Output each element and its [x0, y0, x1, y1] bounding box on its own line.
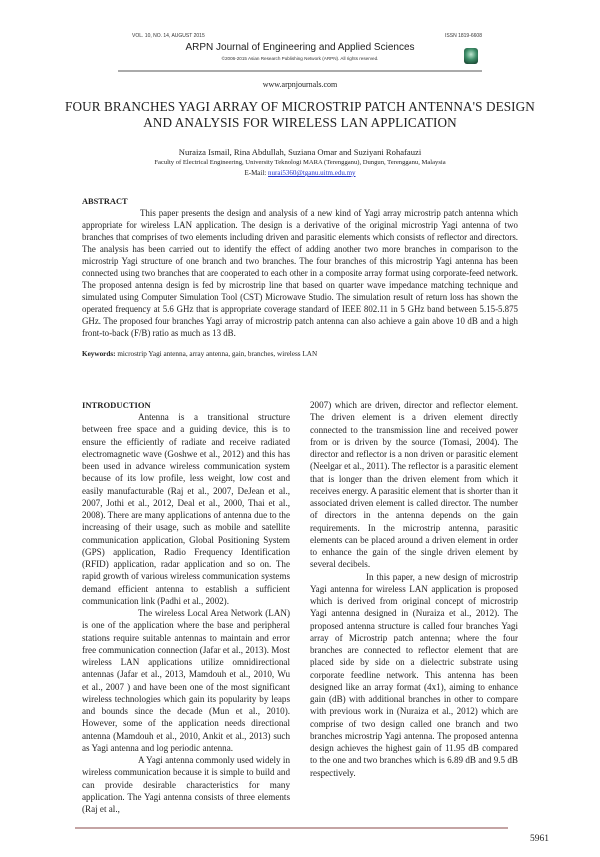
volume-info: VOL. 10, NO. 14, AUGUST 2015 [132, 33, 205, 39]
email-line [0, 168, 600, 178]
page-footer [75, 827, 555, 857]
paragraph: In this paper, a new design of microstrip Yagi antenna for wireless LAN application is proposed which is derived from original concept of microstrip Yagi antenna designed in (Nuraiza et al., 2012). The proposed antenna structure is called four branches Yagi array of Microstrip patch antenna; where the four branches are connected to reflector element that are placed side by side on a dielectric substrate using corporate feedline network. This antenna has been designed like an array format (4x1), aiming to enhance gain (dB) with additional branches in other to compare with previous work in (Nuraiza et al., 2012) which are comprise of two design called one branch and two branches microstrip Yagi antenna. The proposed antenna design achieves the highest gain of 11.95 dB compared to the one and two branches which is 6.89 dB and 9.5 dB respectively. [310, 571, 518, 778]
footer-divider [75, 827, 508, 829]
copyright: ©2006-2015 Asian Research Publishing Network (ARPN). All rights reserved. [221, 56, 379, 61]
keywords-label: Keywords: [82, 350, 116, 358]
header-divider [118, 70, 482, 72]
paragraph: 2007) which are driven, director and reflector element. The driven element is a driven element directly connected to the transmission line and received power from or is driven by the source (Tomasi, 2004). The director and reflector is a non driven or parasitic element (Neelgar et al., 2011). The reflector is a parasitic element that is longer than the driven element from which it receives energy. A parasitic element that is shorter than it associated driven element is called director. The number of directors in the antenna depends on the gain requirements. In the microstrip antenna, parasitic elements can be placed around a driven element in order to enhance the gain of the single driven element by several decibels. [310, 400, 518, 570]
body-columns [82, 399, 518, 815]
abstract-heading: ABSTRACT [82, 197, 128, 206]
paper-title: FOUR BRANCHES YAGI ARRAY OF MICROSTRIP PATCH ANTENNA'S DESIGN AND ANALYSIS FOR WIRELESS LAN APPLICATION [65, 99, 535, 130]
journal-logo-icon [464, 48, 478, 64]
right-column [310, 399, 518, 779]
paragraph: Antenna is a transitional structure between free space and a guiding device, this is to ensure the efficiently of radiate and receive radiated electromagnetic wave (Goshwe et al., 2012) and this has been used in advance wireless communication system because of its low profile, less weight, low cost and easily manufacturable (Raj et al., 2007, DeJean et al., 2007, Jothi et al., 2012, Deal et al., 2000, Thai et al., 2008). There are many applications of antenna due to the increasing of their usage, such as mobile and satellite communication application, Global Positioning System (GPS) application, Radio Frequency Identification (RFID) application, radar application and so on. The rapid growth of various wireless communication systems demand efficient antenna to establish a sufficient communication link (Padhi et al., 2002). [82, 412, 290, 606]
paragraph: The wireless Local Area Network (LAN) is one of the application where the base and peripheral stations require suitable antennas to maintain and error free communication connection (Jafar et al., 2013). Most wireless LAN applications utilize omnidirectional antennas (Jafar et al., 2013, Mamdouh et al., 2010, Wu et al., 2007 ) and have been one of the most significant wireless technologies which gain its popularity by leaps and bounds since the decade (Mun et al., 2010). However, some of the application needs directional antenna (Mamdouh et al., 2010, Ankit et al., 2013) such as Yagi antenna and log periodic antenna. [82, 608, 290, 753]
email-label: E-Mail: [244, 169, 267, 177]
affiliation: Faculty of Electrical Engineering, University Teknologi MARA (Terengganu), Dungun, Terengganu, Malaysia [154, 159, 446, 166]
introduction-heading: INTRODUCTION [82, 400, 151, 410]
keywords-text: microstrip Yagi antenna, array antenna, gain, branches, wireless LAN [117, 350, 318, 358]
journal-title: ARPN Journal of Engineering and Applied Sciences [185, 42, 415, 53]
paragraph: A Yagi antenna commonly used widely in wireless communication because it is simple to build and can provide desirable characteristics for many application. The Yagi antenna consists of three elements (Raj et al., [82, 755, 290, 814]
page-number: 5961 [530, 834, 549, 845]
left-column [82, 399, 290, 815]
abstract-text: This paper presents the design and analysis of a new kind of Yagi array microstrip patch antenna which appropriate for wireless LAN application. The design is a derivative of the original microstrip Yagi antenna of two branches that comprises of two elements including driven and parasitic elements which consists of reflector and directors. The analysis has been carried out to identify the effect of adding another two more branches in comparison to the microstrip Yagi structure of one branch and two branches. The four branches of this microstrip Yagi antenna has been connected using two branches that are cooperated to each other in a composite array format using corporate-feed network. The proposed antenna design is fed by microstrip line that based on quarter wave impedance matching technique and simulated using Computer Simulation Tool (CST) Microwave Studio. The simulation result of return loss has shown the operated frequency at 5.6 GHz that is appropriate coverage standard of IEEE 802.11 in 5 GHz band between 5.15-5.875 GHz. The proposed four branches Yagi array of microstrip patch antenna can also achieve a gain above 10 dB and a high front-to-back (F/B) ratio as much as 13 dB. [82, 208, 518, 338]
issn: ISSN 1819-6608 [445, 33, 482, 39]
website: www.arpnjournals.com [262, 80, 338, 89]
paper-body [0, 99, 600, 857]
email-link[interactable]: nurai5360@tganu.uitm.edu.my [268, 169, 356, 177]
authors: Nuraiza Ismail, Rina Abdullah, Suziana Omar and Suziyani Rohafauzi [178, 147, 422, 157]
keywords [82, 349, 518, 359]
